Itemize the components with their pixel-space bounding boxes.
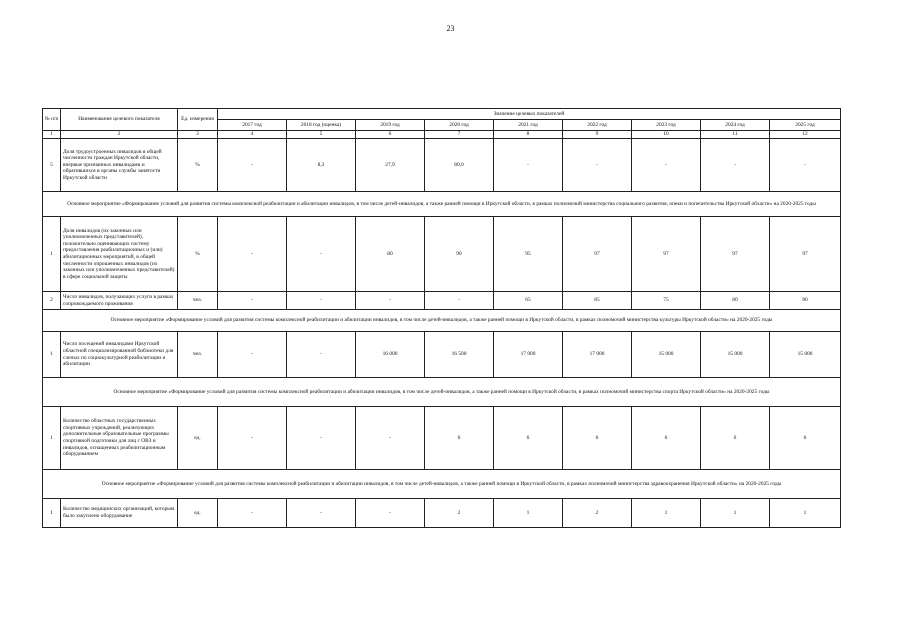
indicator-value: 97 xyxy=(701,217,770,292)
year-header: 2017 год xyxy=(218,120,287,131)
year-header: 2018 год (оценка) xyxy=(287,120,356,131)
indicator-value: 6 xyxy=(425,407,494,470)
indicator-value: 80 xyxy=(770,292,841,310)
year-header: 2022 год xyxy=(563,120,632,131)
indicator-value: - xyxy=(287,217,356,292)
column-number: 2 xyxy=(61,131,178,139)
row-number: 1 xyxy=(43,332,61,378)
row-number: 5 xyxy=(43,139,61,192)
unit-of-measure: ед. xyxy=(178,407,218,470)
indicator-value: 2 xyxy=(425,499,494,528)
year-header: 2019 год xyxy=(356,120,425,131)
row-number: 1 xyxy=(43,407,61,470)
indicator-value: - xyxy=(218,217,287,292)
indicator-row xyxy=(43,499,841,528)
indicator-value: - xyxy=(356,292,425,310)
column-number: 12 xyxy=(770,131,841,139)
row-number: 2 xyxy=(43,292,61,310)
indicator-value: 1 xyxy=(494,499,563,528)
indicator-value: 90 xyxy=(425,217,494,292)
indicator-value: 1 xyxy=(632,499,701,528)
indicator-name: Число инвалидов, получающих услуги в рамках сопровождаемого проживания xyxy=(61,292,178,310)
target-indicators-table xyxy=(42,108,841,528)
unit-of-measure: чел. xyxy=(178,292,218,310)
column-number: 10 xyxy=(632,131,701,139)
indicator-value: - xyxy=(287,499,356,528)
page-number: 23 xyxy=(446,24,455,33)
indicator-value: 6 xyxy=(563,407,632,470)
column-number: 7 xyxy=(425,131,494,139)
indicator-value: 2 xyxy=(563,499,632,528)
indicator-value: - xyxy=(494,139,563,192)
indicator-value: - xyxy=(356,499,425,528)
indicator-value: 80,0 xyxy=(425,139,494,192)
indicator-value: - xyxy=(218,139,287,192)
indicator-value: - xyxy=(770,139,841,192)
indicator-value: 65 xyxy=(494,292,563,310)
column-number: 1 xyxy=(43,131,61,139)
year-header: 2023 год xyxy=(632,120,701,131)
indicator-value: - xyxy=(356,407,425,470)
col-header-name: Наименование целевого показателя xyxy=(61,109,178,131)
indicator-value: 8,3 xyxy=(287,139,356,192)
indicator-value: 6 xyxy=(701,407,770,470)
unit-of-measure: % xyxy=(178,217,218,292)
indicator-value: 95 xyxy=(494,217,563,292)
column-number: 3 xyxy=(178,131,218,139)
indicator-row xyxy=(43,139,841,192)
indicator-row xyxy=(43,292,841,310)
indicator-value: 6 xyxy=(494,407,563,470)
year-header: 2020 год xyxy=(425,120,494,131)
indicator-name: Доля трудоустроенных инвалидов в общей численности граждан Иркутской области, впервые признанных инвалидами и обратившихся в органы службы занятости Иркутской области xyxy=(61,139,178,192)
indicator-value: 1 xyxy=(770,499,841,528)
indicator-value: 75 xyxy=(632,292,701,310)
indicator-value: 97 xyxy=(563,217,632,292)
indicator-value: 6 xyxy=(632,407,701,470)
indicator-value: 97 xyxy=(632,217,701,292)
indicator-name: Доля инвалидов (их законных или уполномоченных представителей), положительно оценивающих систему предоставления реабилитационных и (или) абилитационных мероприятий, в общей численности опрошенных инвалидов (их законных или уполномоченных представителей) в сфере социальной защиты xyxy=(61,217,178,292)
col-header-values: Значение целевых показателей xyxy=(218,109,841,120)
row-number: 1 xyxy=(43,499,61,528)
unit-of-measure: % xyxy=(178,139,218,192)
column-number: 5 xyxy=(287,131,356,139)
column-number: 9 xyxy=(563,131,632,139)
year-header: 2021 год xyxy=(494,120,563,131)
col-header-unit: Ед. измерения xyxy=(178,109,218,131)
indicator-name: Количество медицинских организаций, которым было закуплено оборудование xyxy=(61,499,178,528)
year-header: 2025 год xyxy=(770,120,841,131)
indicator-value: 16 500 xyxy=(425,332,494,378)
section-heading-row xyxy=(43,470,841,499)
indicator-value: - xyxy=(701,139,770,192)
indicator-row xyxy=(43,217,841,292)
indicator-value: - xyxy=(287,292,356,310)
indicator-name: Количество областных государственных спортивных учреждений, реализующих дополнительные образовательные программы спортивной подготовки для лиц с ОВЗ и инвалидов, оснащенных реабилитационным оборудованием xyxy=(61,407,178,470)
indicator-row xyxy=(43,407,841,470)
section-heading-row xyxy=(43,378,841,407)
indicator-name: Число посещений инвалидами Иркутской областной специализированной библиотеки для слепых по социокультурной реабилитации и абилитации xyxy=(61,332,178,378)
unit-of-measure: ед. xyxy=(178,499,218,528)
column-number: 11 xyxy=(701,131,770,139)
indicator-value: - xyxy=(218,292,287,310)
indicator-value: - xyxy=(287,332,356,378)
column-number: 6 xyxy=(356,131,425,139)
section-heading-row xyxy=(43,310,841,332)
indicator-value: - xyxy=(563,139,632,192)
col-header-num: № п/п xyxy=(43,109,61,131)
indicator-value: - xyxy=(425,292,494,310)
section-heading-row xyxy=(43,192,841,217)
indicator-row xyxy=(43,332,841,378)
section-heading: Основное мероприятие «Формирование условий для развития системы комплексной реабилитации и абилитации инвалидов, в том числе детей-инвалидов, а также ранней помощи в Иркутской области, в рамках полномочий министерства здравоохранения Иркутской области» на 2020-2025 годы xyxy=(43,470,841,499)
indicator-value: - xyxy=(287,407,356,470)
header-row-1 xyxy=(43,109,841,120)
indicator-value: - xyxy=(218,407,287,470)
indicator-value: 15 000 xyxy=(770,332,841,378)
indicator-value: 6 xyxy=(770,407,841,470)
column-number: 8 xyxy=(494,131,563,139)
indicator-value: - xyxy=(218,499,287,528)
unit-of-measure: чел. xyxy=(178,332,218,378)
indicator-value: 17 000 xyxy=(494,332,563,378)
column-number: 4 xyxy=(218,131,287,139)
section-heading: Основное мероприятие «Формирование условий для развития системы комплексной реабилитации и абилитации инвалидов, в том числе детей-инвалидов, а также ранней помощи в Иркутской области, в рамках полномочий министерства спорта Иркутской области» на 2020-2025 годы xyxy=(43,378,841,407)
indicator-value: 17 000 xyxy=(563,332,632,378)
indicator-value: 15 000 xyxy=(632,332,701,378)
section-heading: Основное мероприятие «Формирование условий для развития системы комплексной реабилитации и абилитации инвалидов, в том числе детей-инвалидов, а также ранней помощи в Иркутской области, в рамках полномочий министерства культуры Иркутской области» на 2020-2025 годы xyxy=(43,310,841,332)
indicator-value: 80 xyxy=(701,292,770,310)
indicator-value: - xyxy=(632,139,701,192)
indicator-value: 80 xyxy=(356,217,425,292)
indicator-value: 27,9 xyxy=(356,139,425,192)
row-number: 1 xyxy=(43,217,61,292)
indicator-value: 85 xyxy=(563,292,632,310)
section-heading: Основное мероприятие «Формирование условий для развития системы комплексной реабилитации и абилитации инвалидов, в том числе детей-инвалидов, а также ранней помощи в Иркутской области, в рамках полномочий министерства социального развития, опеки и попечительства Иркутской области» на 2020-2025 годы xyxy=(43,192,841,217)
indicator-value: - xyxy=(218,332,287,378)
indicator-value: 15 000 xyxy=(701,332,770,378)
indicator-value: 97 xyxy=(770,217,841,292)
year-header: 2024 год xyxy=(701,120,770,131)
column-number-row xyxy=(43,131,841,139)
indicator-value: 16 000 xyxy=(356,332,425,378)
indicator-value: 1 xyxy=(701,499,770,528)
